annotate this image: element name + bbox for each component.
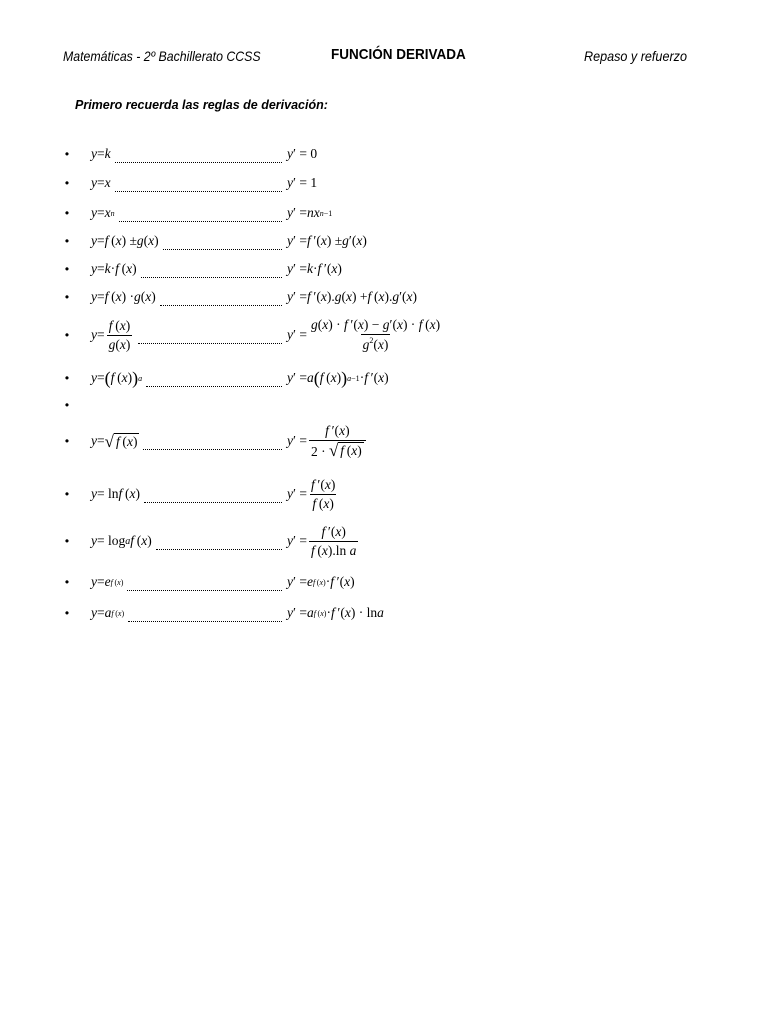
rule-derivative: y ′ = a ( f ( x ) ) a−1 · f ′( x ) [287,367,389,388]
bullet: • [64,290,70,304]
rule-derivative: y ′ = f ′( x ). g ( x ) + f ( x ). g ′( x ) [287,289,418,304]
rule-function: y = x n [91,205,115,220]
rule-derivative: y ′ = $\frac{f '(x)}{f (x)}$ [287,476,336,511]
bullet: • [64,606,70,620]
intro-text: Primero recuerda las reglas de derivación: [75,98,328,112]
bullet: • [64,206,70,220]
rule-derivative: y ′ = a f (x) · f ′( x ) · ln a [287,605,384,620]
rule-derivative: y ′ = 0 [287,146,318,161]
rule-function: y = e f (x) [91,574,124,589]
bullet: • [64,534,70,548]
rule-function: y = ( f ( x ) ) a [91,367,143,388]
rule-derivative: y ′ = f ′( x ) ± g ′( x ) [287,233,367,248]
rule-derivative: y ′ = e f (x) · f ′( x ) [287,574,355,589]
dot-leader [127,578,282,591]
rule-function: y = √ f (x) [91,431,138,451]
rule-derivative: y ′ = 1 [287,175,318,190]
rule-derivative: y ′ = nx n−1 [287,205,333,220]
dot-leader [115,150,282,163]
rule-derivative: y ′ = f ′(x) 2 · √ f (x) [287,421,368,461]
rule-function: y = $\frac{f (x)}{g(x)}$ [91,317,131,352]
dot-leader [146,374,282,387]
dot-leader [115,179,282,192]
bullet: • [64,234,70,248]
dot-leader [128,609,282,622]
rule-derivative: y ′ = $\frac{g(x) \cdot f '(x) - g'(x) \cdot f (x)}{g^2(x)}$ [287,317,441,352]
rule-function: y = x [91,175,111,190]
rule-derivative: y ′ = $\frac{f '(x)}{\text{f (x).ln a}}$ [287,523,357,558]
bullet: • [64,398,70,412]
rule-function: y = a f (x) [91,605,125,620]
dot-leader [144,490,282,503]
dot-leader [163,237,282,250]
bullet: • [64,328,70,342]
bullet: • [64,371,70,385]
dot-leader [160,293,282,306]
dot-leader [156,537,282,550]
bullet: • [64,487,70,501]
dot-leader [138,331,282,344]
bullet: • [64,434,70,448]
bullet: • [64,575,70,589]
rule-function: y = f ( x ) · g ( x ) [91,289,156,304]
bullet: • [64,262,70,276]
rule-function: y = log a f ( x ) [91,533,152,548]
rule-derivative: y ′ = k · f ′( x ) [287,261,342,276]
rule-function: y = k · f ( x ) [91,261,137,276]
rule-function: y = f ( x ) ± g ( x ) [91,233,159,248]
header-course: Matemáticas - 2º Bachillerato CCSS [63,48,261,64]
page-title: FUNCIÓN DERIVADA [331,46,466,63]
bullet: • [64,176,70,190]
header-subtitle: Repaso y refuerzo [584,48,687,64]
rule-function: y = ln f ( x ) [91,486,140,501]
rule-function: y = k [91,146,111,161]
dot-leader [141,265,282,278]
dot-leader [143,437,282,450]
bullet: • [64,147,70,161]
